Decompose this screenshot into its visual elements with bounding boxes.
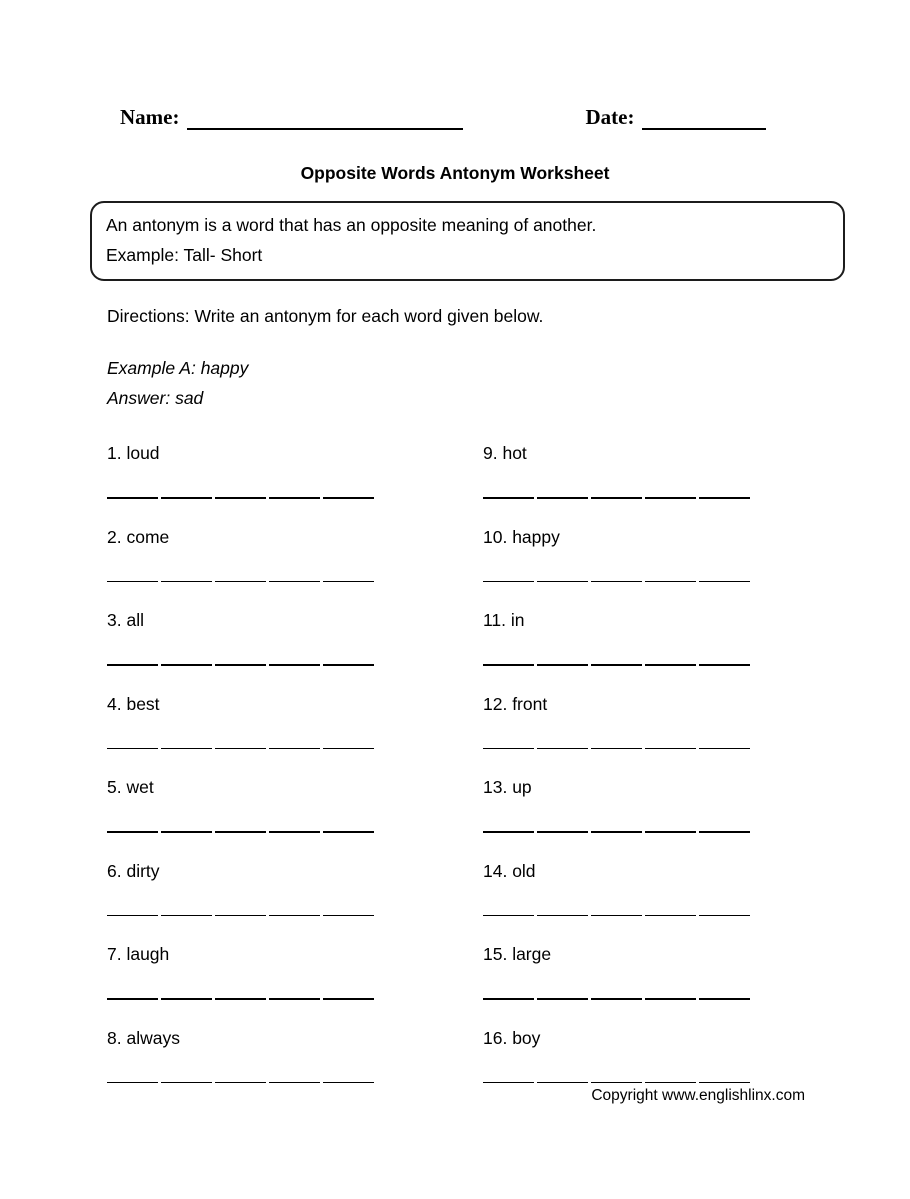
word-item-9 bbox=[483, 443, 910, 527]
word-item-8 bbox=[107, 1028, 483, 1112]
answer-blank-line bbox=[107, 998, 375, 1000]
answer-blank-line bbox=[107, 831, 375, 833]
word-item-4 bbox=[107, 694, 483, 778]
word-item-6 bbox=[107, 861, 483, 945]
answer-blank-line bbox=[483, 497, 751, 499]
word-item-7 bbox=[107, 944, 483, 1028]
answer-blank-line bbox=[107, 1082, 375, 1084]
word-label: 16. boy bbox=[483, 1027, 541, 1048]
answer-blank-line bbox=[107, 497, 375, 499]
word-item-15 bbox=[483, 944, 910, 1028]
answer-blank-line bbox=[483, 831, 751, 833]
word-label: 2. come bbox=[107, 526, 170, 547]
word-items-grid bbox=[107, 443, 910, 1111]
example-word-line: Example A: happy bbox=[107, 358, 249, 378]
word-item-12 bbox=[483, 694, 910, 778]
word-label: 1. loud bbox=[107, 443, 160, 463]
date-label: Date: bbox=[585, 105, 635, 129]
copyright-text: Copyright www.englishlinx.com bbox=[591, 1087, 805, 1104]
answer-blank-line bbox=[107, 915, 375, 917]
word-item-10 bbox=[483, 527, 910, 611]
word-item-2 bbox=[107, 527, 483, 611]
word-item-13 bbox=[483, 777, 910, 861]
answer-blank-line bbox=[483, 1082, 751, 1084]
word-label: 13. up bbox=[483, 777, 532, 797]
name-blank-line bbox=[187, 104, 463, 130]
word-label: 4. best bbox=[107, 693, 160, 714]
answer-blank-line bbox=[107, 581, 375, 583]
answer-blank-line bbox=[483, 915, 751, 917]
word-label: 14. old bbox=[483, 860, 536, 881]
word-item-3 bbox=[107, 610, 483, 694]
word-label: 9. hot bbox=[483, 443, 527, 463]
word-label: 6. dirty bbox=[107, 860, 160, 881]
word-label: 15. large bbox=[483, 944, 552, 964]
word-label: 7. laugh bbox=[107, 944, 170, 964]
answer-blank-line bbox=[483, 998, 751, 1000]
word-label: 3. all bbox=[107, 610, 144, 630]
word-label: 8. always bbox=[107, 1027, 180, 1048]
date-blank-line bbox=[642, 104, 766, 130]
answer-blank-line bbox=[107, 664, 375, 666]
word-item-16 bbox=[483, 1028, 910, 1112]
word-label: 10. happy bbox=[483, 526, 560, 547]
word-item-5 bbox=[107, 777, 483, 861]
name-label: Name: bbox=[120, 105, 180, 129]
answer-blank-line bbox=[483, 748, 751, 750]
answer-blank-line bbox=[107, 748, 375, 750]
word-item-11 bbox=[483, 610, 910, 694]
definition-example-line: Example: Tall- Short bbox=[106, 245, 263, 265]
page-title: Opposite Words Antonym Worksheet bbox=[300, 163, 610, 183]
word-label: 5. wet bbox=[107, 777, 154, 797]
definition-box bbox=[90, 201, 845, 281]
header bbox=[0, 0, 910, 130]
definition-line: An antonym is a word that has an opposite meaning of another. bbox=[106, 215, 597, 235]
word-item-14 bbox=[483, 861, 910, 945]
word-label: 11. in bbox=[483, 610, 525, 630]
directions-text: Directions: Write an antonym for each word given below. bbox=[107, 306, 544, 326]
word-item-1 bbox=[107, 443, 483, 527]
example-block bbox=[107, 353, 910, 413]
answer-blank-line bbox=[483, 581, 751, 583]
word-label: 12. front bbox=[483, 693, 548, 714]
example-answer-line: Answer: sad bbox=[107, 388, 204, 408]
answer-blank-line bbox=[483, 664, 751, 666]
